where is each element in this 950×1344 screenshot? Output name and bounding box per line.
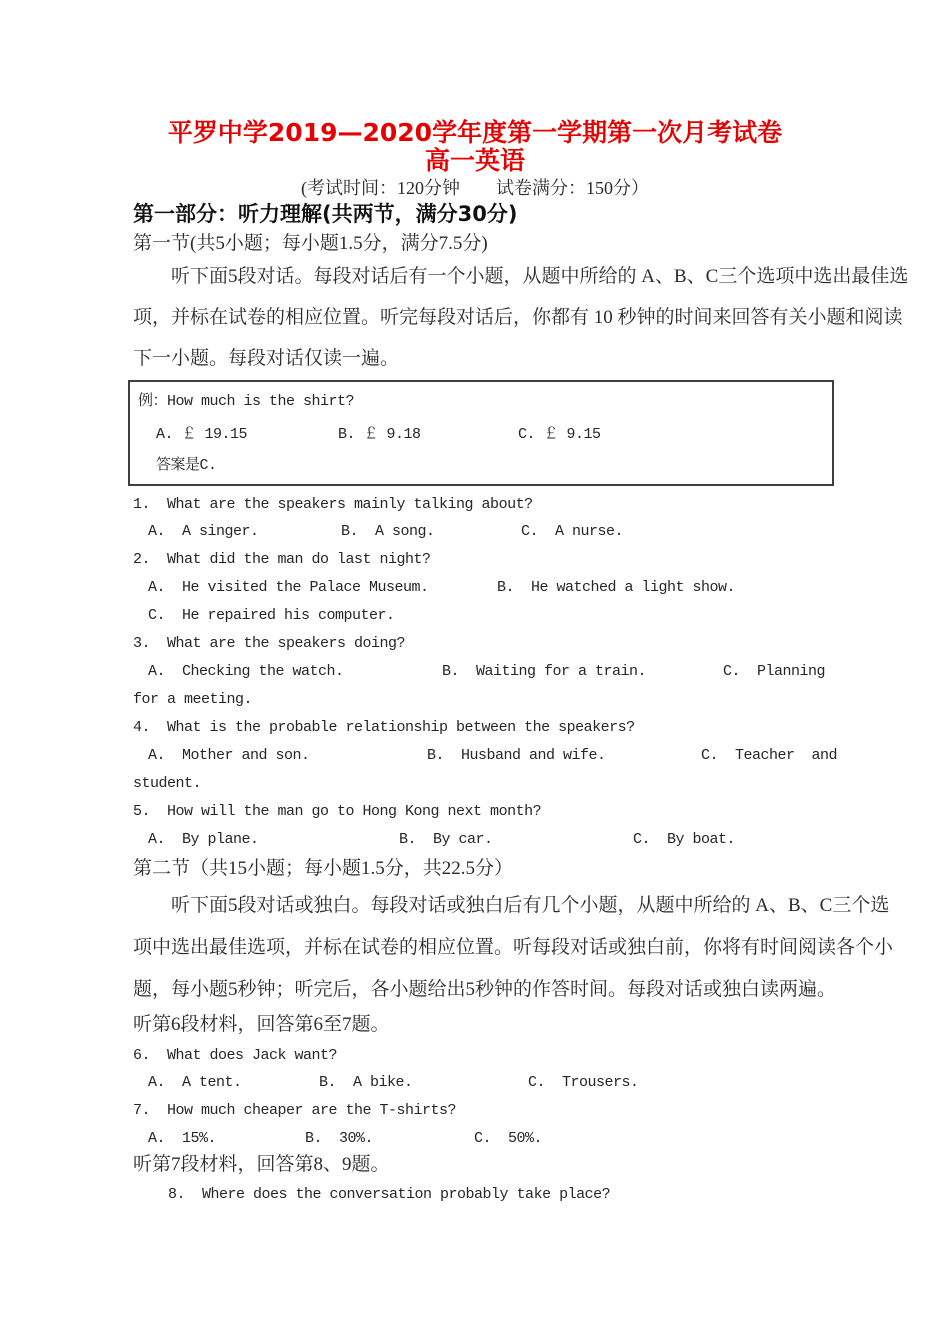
question-5-stem: 5. How will the man go to Hong Kong next month?: [133, 803, 542, 820]
question-6-stem: 6. What does Jack want?: [133, 1047, 338, 1064]
question-4-option-c-wrap: student.: [133, 775, 202, 792]
question-4-option-c: C. Teacher and: [701, 747, 838, 764]
question-3-option-b: B. Waiting for a train.: [442, 663, 647, 680]
question-6-option-b: B. A bike.: [319, 1074, 413, 1091]
example-answer: 答案是C.: [156, 457, 217, 474]
question-3-option-c-wrap: for a meeting.: [133, 691, 253, 708]
question-1-option-c: C. A nurse.: [521, 523, 624, 540]
section1-heading: 第一节(共5小题；每小题1.5分，满分7.5分): [133, 233, 488, 254]
example-option-c: C. ￡ 9.15: [518, 426, 601, 443]
question-5-options: [133, 829, 850, 939]
section1-instructions-line1: 听下面5段对话。每段对话后有一个小题，从题中所给的 A、B、C三个选项中选出最佳选: [171, 266, 909, 287]
question-4-option-b: B. Husband and wife.: [427, 747, 606, 764]
question-7-option-c: C. 50%.: [474, 1130, 543, 1147]
section2-heading: 第二节（共15小题；每小题1.5分，共22.5分）: [133, 858, 514, 879]
exam-info: (考试时间：120分钟 试卷满分：150分）: [301, 178, 649, 198]
question-7-option-a: A. 15%.: [148, 1130, 217, 1147]
example-option-b: B. ￡ 9.18: [338, 426, 421, 443]
material-7-note: 听第7段材料，回答第8、9题。: [133, 1154, 390, 1175]
question-2-option-a: A. He visited the Palace Museum.: [148, 579, 429, 596]
exam-title-line1: 平罗中学2019—2020学年度第一学期第一次月考试卷: [167, 118, 783, 147]
question-3-option-c: C. Planning: [723, 663, 826, 680]
question-5-option-a: A. By plane.: [148, 831, 259, 848]
question-5-option-c: C. By boat.: [633, 831, 736, 848]
question-2-stem: 2. What did the man do last night?: [133, 551, 431, 568]
part1-heading: 第一部分：听力理解(共两节，满分30分): [133, 202, 518, 226]
question-3-stem: 3. What are the speakers doing?: [133, 635, 406, 652]
question-1-option-b: B. A song.: [341, 523, 435, 540]
section1-instructions-line3: 下一小题。每段对话仅读一遍。: [133, 348, 400, 369]
question-4-option-a: A. Mother and son.: [148, 747, 310, 764]
section1-instructions-line2: 项，并标在试卷的相应位置。听完每段对话后，你都有 10 秒钟的时间来回答有关小题和阅读: [133, 307, 903, 328]
question-1-option-a: A. A singer.: [148, 523, 259, 540]
exam-title-line2: 高一英语: [424, 146, 525, 175]
question-8-stem: 8. Where does the conversation probably take place?: [168, 1186, 611, 1203]
question-3-option-a: A. Checking the watch.: [148, 663, 344, 680]
example-option-a: A. ￡ 19.15: [156, 426, 248, 443]
question-1-stem: 1. What are the speakers mainly talking about?: [133, 496, 533, 513]
section2-instructions-line2: 项中选出最佳选项，并标在试卷的相应位置。听每段对话或独白前，你将有时间阅读各个小: [133, 937, 894, 958]
question-2-option-b: B. He watched a light show.: [497, 579, 736, 596]
question-7-stem: 7. How much cheaper are the T-shirts?: [133, 1102, 457, 1119]
question-5-option-b: B. By car.: [399, 831, 493, 848]
question-6-option-a: A. A tent.: [148, 1074, 242, 1091]
question-7-options: [133, 1128, 850, 1238]
question-4-stem: 4. What is the probable relationship between the speakers?: [133, 719, 635, 736]
example-prompt: 例：How much is the shirt?: [138, 393, 355, 410]
example-box: [128, 380, 834, 486]
section2-instructions-line1: 听下面5段对话或独白。每段对话或独白后有几个小题，从题中所给的 A、B、C三个选: [171, 895, 890, 916]
question-7-option-b: B. 30%.: [305, 1130, 374, 1147]
question-2-option-c: C. He repaired his computer.: [148, 607, 395, 624]
section2-instructions-line3: 题，每小题5秒钟；听完后，各小题给出5秒钟的作答时间。每段对话或独白读两遍。: [133, 979, 837, 1000]
material-6-note: 听第6段材料，回答第6至7题。: [133, 1014, 390, 1035]
question-6-option-c: C. Trousers.: [528, 1074, 639, 1091]
